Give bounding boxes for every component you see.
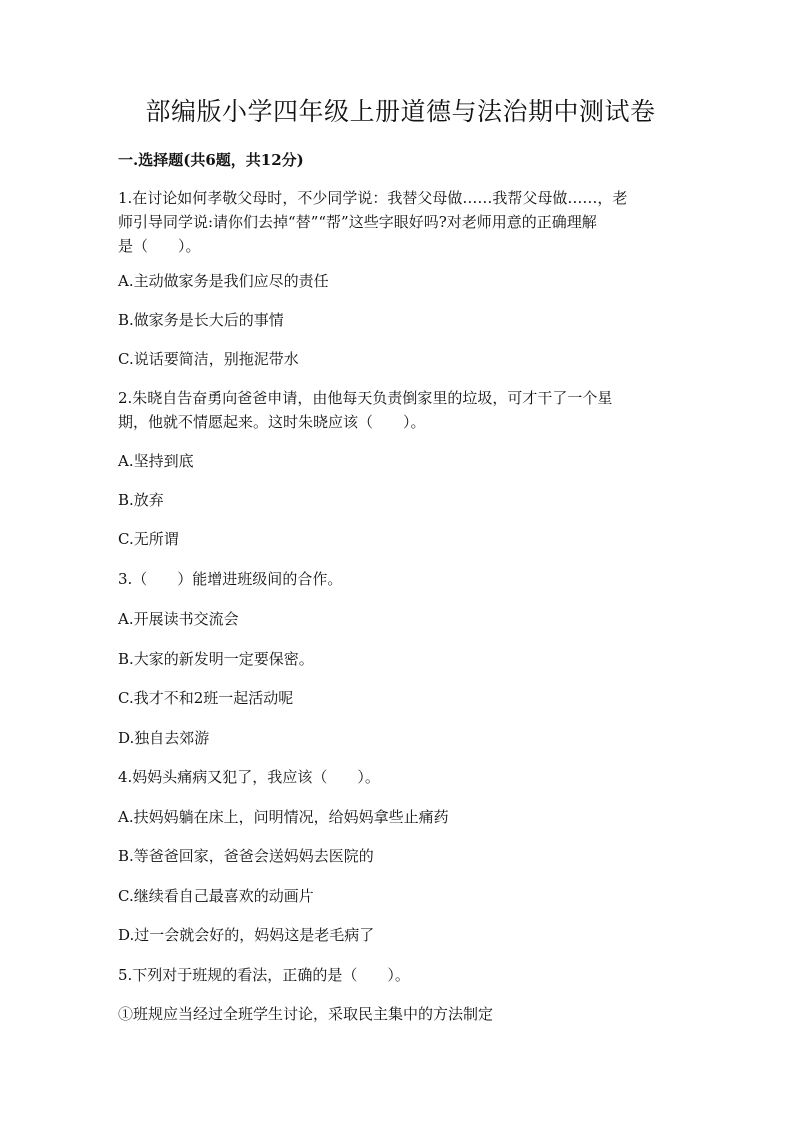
question-1-option-c: C.说话要简洁，别拖泥带水 <box>118 350 299 368</box>
question-3-option-a: A.开展读书交流会 <box>118 610 239 628</box>
question-2-option-b: B.放弃 <box>118 491 164 509</box>
question-4-option-b: B.等爸爸回家，爸爸会送妈妈去医院的 <box>118 847 374 865</box>
question-5-stem: 5.下列对于班规的看法，正确的是（ ）。 <box>118 966 410 984</box>
question-5-item-1: ①班规应当经过全班学生讨论，采取民主集中的方法制定 <box>118 1005 494 1023</box>
question-4-option-c: C.继续看自己最喜欢的动画片 <box>118 887 314 905</box>
question-4-option-d: D.过一会就会好的，妈妈这是老毛病了 <box>118 926 375 944</box>
question-1-stem-line-1: 1.在讨论如何孝敬父母时，不少同学说：我替父母做……我帮父母做……，老 <box>118 189 628 207</box>
question-1-option-a: A.主动做家务是我们应尽的责任 <box>118 272 329 290</box>
question-3-option-c: C.我才不和2班一起活动呢 <box>118 689 294 707</box>
question-3-option-d: D.独自去郊游 <box>118 729 210 747</box>
question-2-stem-line-2: 期，他就不情愿起来。这时朱晓应该（ ）。 <box>118 413 426 431</box>
question-2-option-c: C.无所谓 <box>118 530 179 548</box>
page-title: 部编版小学四年级上册道德与法治期中测试卷 <box>145 97 656 126</box>
question-1-stem-line-3: 是（ ）。 <box>118 237 201 255</box>
question-1-stem-line-2: 师引导同学说:请你们去掉“替”“帮”这些字眼好吗?对老师用意的正确理解 <box>118 213 597 231</box>
section-heading: 一.选择题(共6题，共12分) <box>118 151 304 169</box>
question-2-option-a: A.坚持到底 <box>118 452 194 470</box>
question-3-option-b: B.大家的新发明一定要保密。 <box>118 650 314 668</box>
question-2-stem-line-1: 2.朱晓自告奋勇向爸爸申请，由他每天负责倒家里的垃圾，可才干了一个星 <box>118 389 613 407</box>
question-4-option-a: A.扶妈妈躺在床上，问明情况，给妈妈拿些止痛药 <box>118 808 449 826</box>
question-3-stem: 3.（ ）能增进班级间的合作。 <box>118 570 343 588</box>
question-1-option-b: B.做家务是长大后的事情 <box>118 311 284 329</box>
question-4-stem: 4.妈妈头痛病又犯了，我应该（ ）。 <box>118 768 380 786</box>
